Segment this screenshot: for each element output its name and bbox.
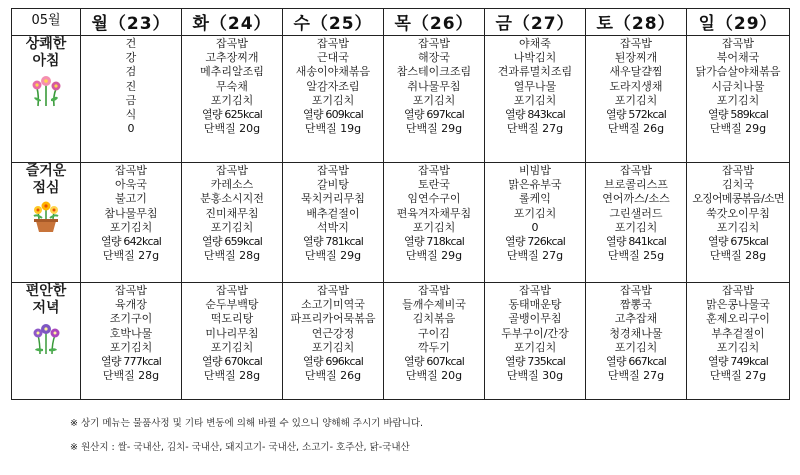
menu-item: 롤케익 <box>519 192 551 206</box>
menu-cell-breakfast-thu <box>384 36 485 163</box>
menu-item: 그린샐러드 <box>609 206 663 220</box>
meal-label-line: 아침 <box>32 53 60 69</box>
protein-text: 단백질 29g <box>405 122 463 136</box>
calorie-text: 열량 843kcal <box>505 108 565 122</box>
menu-item: 잡곡밥 <box>620 37 652 50</box>
menu-item: 묵치커리무침 <box>301 192 365 206</box>
menu-item: 북어채국 <box>716 51 760 65</box>
menu-item: 잡곡밥 <box>418 164 450 177</box>
menu-item: 호박나물 <box>109 326 153 340</box>
menu-item: 육개장 <box>115 298 147 312</box>
menu-item: 금 <box>125 93 137 107</box>
meal-label-line: 편안한 <box>25 283 67 299</box>
meal-plan-sheet <box>11 8 789 453</box>
menu-item: 나박김치 <box>513 51 557 65</box>
calorie-text: 열량 675kcal <box>708 235 768 249</box>
menu-item: 잡곡밥 <box>418 37 450 50</box>
menu-item: 식 <box>125 108 137 122</box>
calorie-text: 열량 735kcal <box>505 355 565 369</box>
menu-item: 구이김 <box>418 326 450 340</box>
day-header-wed: 수（25） <box>283 9 384 36</box>
calorie-text: 열량 659kcal <box>202 235 262 249</box>
meal-row-lunch <box>12 163 790 283</box>
calorie-text: 열량 572kcal <box>606 108 666 122</box>
menu-item: 새송이야채볶음 <box>295 65 371 79</box>
menu-item: 새우달걀찜 <box>609 65 663 79</box>
weekly-menu-table <box>11 8 790 400</box>
calorie-text: 열량 696kcal <box>303 355 363 369</box>
menu-item: 포기김치 <box>716 93 760 107</box>
menu-item: 알감자조림 <box>306 79 360 93</box>
menu-item: 골뱅이무침 <box>508 312 562 326</box>
menu-item: 강 <box>125 51 137 65</box>
protein-text: 단백질 20g <box>405 369 463 383</box>
menu-item: 포기김치 <box>210 220 254 234</box>
protein-text: 단백질 20g <box>203 122 261 136</box>
menu-item: 메추리알조림 <box>200 65 264 79</box>
menu-cell-breakfast-wed <box>283 36 384 163</box>
meal-label-line: 즐거운 <box>25 163 67 179</box>
menu-item: 깍두기 <box>418 340 450 354</box>
menu-item: 브로콜리스프 <box>604 178 668 192</box>
menu-item: 닭가슴살야채볶음 <box>695 65 781 79</box>
menu-cell-breakfast-sat <box>586 36 687 163</box>
menu-item: 잡곡밥 <box>519 284 551 297</box>
menu-item: 동태매운탕 <box>508 298 562 312</box>
day-header-tue: 화（24） <box>182 9 283 36</box>
menu-item: 들깨수제비국 <box>402 298 466 312</box>
menu-item: 잡곡밥 <box>216 284 248 297</box>
calorie-text: 열량 667kcal <box>606 355 666 369</box>
protein-text: 단백질 26g <box>607 122 665 136</box>
menu-item: 진 <box>125 79 137 93</box>
menu-cell-breakfast-tue <box>182 36 283 163</box>
menu-item: 건 <box>125 37 137 50</box>
meal-label-lunch <box>12 163 81 283</box>
day-header-mon: 월（23） <box>81 9 182 36</box>
menu-item: 연어까스/소스 <box>602 192 670 206</box>
protein-text: 단백질 27g <box>506 249 564 263</box>
menu-item: 잡곡밥 <box>722 37 754 50</box>
menu-item: 고추장찌개 <box>205 51 259 65</box>
yellow-flower-pot-icon <box>12 201 80 237</box>
calorie-text: 열량 642kcal <box>101 235 161 249</box>
menu-item: 포기김치 <box>513 93 557 107</box>
menu-item: 고추잡채 <box>614 312 658 326</box>
menu-item: 견과류멸치조림 <box>497 65 573 79</box>
menu-cell-lunch-fri <box>485 163 586 283</box>
menu-item: 분홍소시지전 <box>200 192 264 206</box>
menu-item: 잡곡밥 <box>620 284 652 297</box>
menu-cell-dinner-fri <box>485 283 586 400</box>
meal-label-dinner <box>12 283 81 400</box>
menu-item: 포기김치 <box>412 220 456 234</box>
menu-item: 잡곡밥 <box>722 164 754 177</box>
menu-item: 포기김치 <box>614 340 658 354</box>
protein-text: 단백질 27g <box>506 122 564 136</box>
menu-cell-lunch-mon <box>81 163 182 283</box>
menu-item: 임연수구이 <box>407 192 461 206</box>
menu-item: 쑥갓오이무침 <box>706 206 770 220</box>
menu-item: 포기김치 <box>716 340 760 354</box>
meal-label-line: 점심 <box>32 180 60 196</box>
menu-item: 맑은콩나물국 <box>706 298 770 312</box>
protein-text: 단백질 30g <box>506 369 564 383</box>
menu-cell-dinner-mon <box>81 283 182 400</box>
meal-label-breakfast <box>12 36 81 163</box>
menu-item: 잡곡밥 <box>216 37 248 50</box>
header-row <box>12 9 790 36</box>
calorie-text: 열량 718kcal <box>404 235 464 249</box>
menu-item: 청경채나물 <box>609 326 663 340</box>
menu-cell-dinner-wed <box>283 283 384 400</box>
menu-item: 토란국 <box>418 178 450 192</box>
menu-item: 잡곡밥 <box>620 164 652 177</box>
menu-item: 진미채무침 <box>205 206 259 220</box>
menu-item: 포기김치 <box>412 93 456 107</box>
menu-item: 포기김치 <box>109 340 153 354</box>
protein-text: 단백질 29g <box>405 249 463 263</box>
menu-item: 무숙채 <box>216 79 248 93</box>
protein-text: 단백질 19g <box>304 122 362 136</box>
menu-item: 연근강정 <box>311 326 355 340</box>
menu-item: 떡도리탕 <box>210 312 254 326</box>
protein-text: 단백질 26g <box>304 369 362 383</box>
menu-item: 포기김치 <box>311 93 355 107</box>
pink-flowers-icon <box>12 74 80 112</box>
menu-cell-dinner-sun <box>687 283 790 400</box>
menu-item: 미나리무침 <box>205 326 259 340</box>
protein-text: 단백질 25g <box>607 249 665 263</box>
menu-item: 검 <box>125 65 137 79</box>
menu-item: 포기김치 <box>513 340 557 354</box>
menu-cell-breakfast-mon <box>81 36 182 163</box>
day-header-sat: 토（28） <box>586 9 687 36</box>
meal-label-line: 상쾌한 <box>25 36 67 52</box>
protein-text: 단백질 29g <box>709 122 767 136</box>
menu-item: 짬뽕국 <box>620 298 652 312</box>
protein-text: 단백질 27g <box>607 369 665 383</box>
menu-item: 김치국 <box>722 178 754 192</box>
calorie-text: 열량 697kcal <box>404 108 464 122</box>
menu-item: 조기구이 <box>109 312 153 326</box>
menu-item: 잡곡밥 <box>216 164 248 177</box>
meal-row-dinner <box>12 283 790 400</box>
meal-label-line: 저녁 <box>32 300 60 316</box>
calorie-text: 열량 777kcal <box>101 355 161 369</box>
day-header-sun: 일（29） <box>687 9 790 36</box>
menu-item: 순두부백탕 <box>205 298 259 312</box>
footnotes <box>70 418 423 454</box>
protein-text: 단백질 28g <box>203 249 261 263</box>
menu-cell-dinner-tue <box>182 283 283 400</box>
menu-item: 잡곡밥 <box>317 164 349 177</box>
calorie-text: 열량 749kcal <box>708 355 768 369</box>
protein-text: 단백질 28g <box>102 369 160 383</box>
menu-cell-breakfast-sun <box>687 36 790 163</box>
menu-item: 석박지 <box>317 220 349 234</box>
menu-item: 부추겉절이 <box>711 326 765 340</box>
menu-item: 맑은유부국 <box>508 178 562 192</box>
menu-item: 포기김치 <box>716 220 760 234</box>
day-header-fri: 금（27） <box>485 9 586 36</box>
day-header-thu: 목（26） <box>384 9 485 36</box>
menu-item: 포기김치 <box>513 206 557 220</box>
menu-cell-dinner-thu <box>384 283 485 400</box>
menu-item: 포기김치 <box>614 220 658 234</box>
menu-item: 잡곡밥 <box>115 284 147 297</box>
menu-item: 잡곡밥 <box>317 37 349 50</box>
calorie-text: 열량 781kcal <box>303 235 363 249</box>
menu-item: 잡곡밥 <box>722 284 754 297</box>
menu-item: 포기김치 <box>109 220 153 234</box>
menu-item: 아욱국 <box>115 178 147 192</box>
menu-item: 불고기 <box>115 192 147 206</box>
purple-flowers-icon <box>12 321 80 359</box>
menu-item: 야채죽 <box>519 37 551 50</box>
menu-item: 잡곡밥 <box>418 284 450 297</box>
menu-item: 김치볶음 <box>412 312 456 326</box>
menu-item: 오징어메콩볶음/소면 <box>692 192 784 206</box>
menu-item: 취나물무침 <box>407 79 461 93</box>
menu-item: 포기김치 <box>210 340 254 354</box>
month-header: 05월 <box>12 9 81 36</box>
menu-item: 비빔밥 <box>519 164 551 177</box>
menu-item: 잡곡밥 <box>317 284 349 297</box>
protein-text: 단백질 29g <box>304 249 362 263</box>
menu-cell-dinner-sat <box>586 283 687 400</box>
menu-item: 된장찌개 <box>614 51 658 65</box>
menu-cell-lunch-sun <box>687 163 790 283</box>
calorie-text: 열량 609kcal <box>303 108 363 122</box>
menu-cell-lunch-thu <box>384 163 485 283</box>
menu-cell-breakfast-fri <box>485 36 586 163</box>
menu-item: 잡곡밥 <box>115 164 147 177</box>
calorie-text: 열량 625kcal <box>202 108 262 122</box>
menu-item: 포기김치 <box>210 93 254 107</box>
menu-item: 근대국 <box>317 51 349 65</box>
menu-item: 해장국 <box>418 51 450 65</box>
calorie-text: 열량 841kcal <box>606 235 666 249</box>
menu-item: 열무나물 <box>513 79 557 93</box>
menu-item: 0 <box>127 122 135 136</box>
calorie-text: 열량 670kcal <box>202 355 262 369</box>
calorie-text: 열량 589kcal <box>708 108 768 122</box>
origin-text: ※ 원산지 : 쌀- 국내산, 김치- 국내산, 돼지고기- 국내산, 소고기- 호주산, 닭-국내산 <box>70 442 410 453</box>
calorie-text: 열량 726kcal <box>505 235 565 249</box>
notice-text: ※ 상기 메뉴는 물품사정 및 기타 변동에 의해 바뀔 수 있으니 양해해 주시기 바랍니다. <box>70 418 424 429</box>
menu-cell-lunch-sat <box>586 163 687 283</box>
menu-item: 참나물무침 <box>104 206 158 220</box>
menu-item: 훈제오리구이 <box>706 312 770 326</box>
menu-item: 시금치나물 <box>711 79 765 93</box>
menu-item: 카레소스 <box>210 178 254 192</box>
calorie-text: 열량 607kcal <box>404 355 464 369</box>
menu-item: 소고기미역국 <box>301 298 365 312</box>
protein-text: 단백질 27g <box>709 369 767 383</box>
menu-item: 갈비탕 <box>317 178 349 192</box>
protein-text: 단백질 27g <box>102 249 160 263</box>
menu-cell-lunch-tue <box>182 163 283 283</box>
menu-item: 두부구이/간장 <box>501 326 569 340</box>
protein-text: 단백질 28g <box>203 369 261 383</box>
menu-item: 배추겉절이 <box>306 206 360 220</box>
menu-item: 파프리카어묵볶음 <box>290 312 376 326</box>
protein-text: 단백질 28g <box>709 249 767 263</box>
menu-cell-lunch-wed <box>283 163 384 283</box>
menu-item: 편육겨자채무침 <box>396 206 472 220</box>
menu-item: 0 <box>531 220 539 234</box>
menu-item: 참스테이크조림 <box>396 65 472 79</box>
menu-item: 포기김치 <box>614 93 658 107</box>
meal-row-breakfast <box>12 36 790 163</box>
menu-item: 도라지생채 <box>609 79 663 93</box>
menu-item: 포기김치 <box>311 340 355 354</box>
